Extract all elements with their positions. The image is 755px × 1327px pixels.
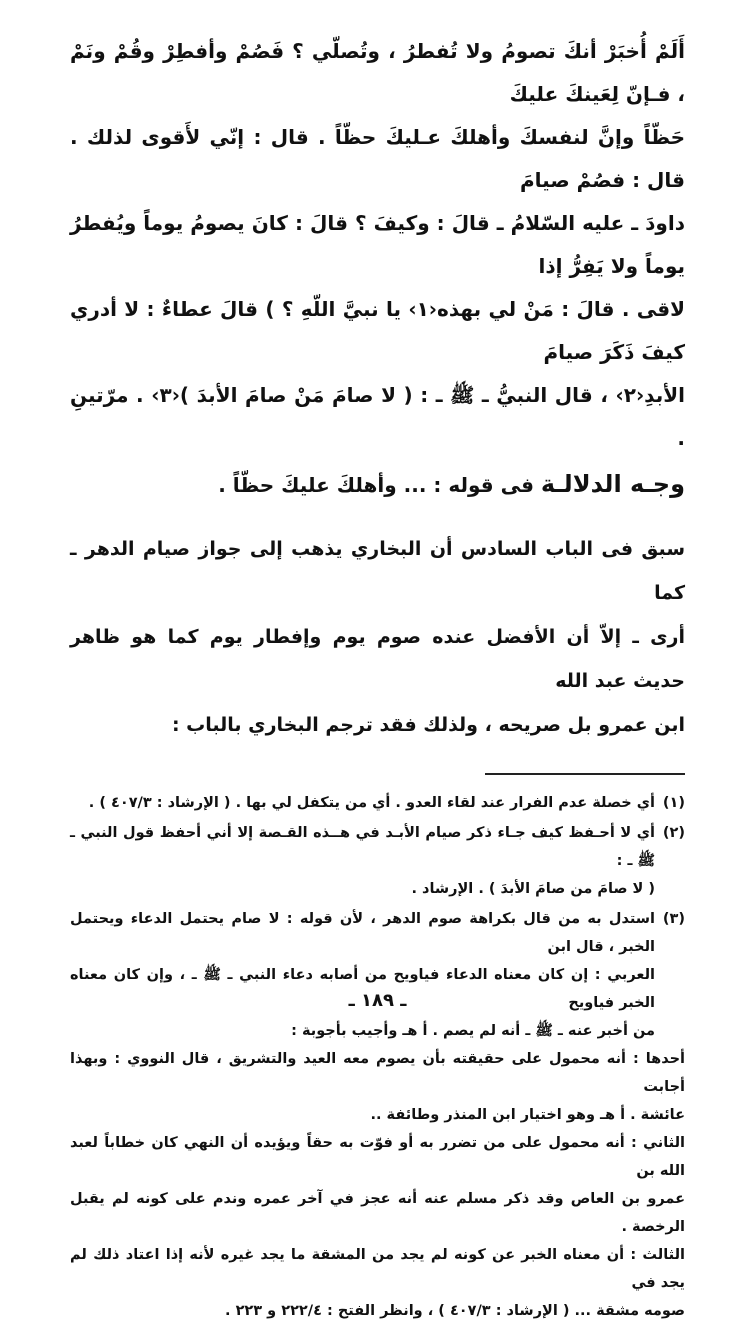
footnote-number: (٣) [662,911,685,927]
footnote-1 [70,789,685,817]
footnote-separator [485,773,685,775]
footnote-number: (٢) [662,825,685,841]
footnote-2 [70,819,685,903]
hadith-text [70,30,685,460]
footnote-number: (١) [662,795,685,811]
hadith-line: لاقى . قالَ : مَنْ لي بهذه‹١› يا نبيَّ اللّهِ ؟ ) قالَ عطاءٌ : لا أدري كيفَ ذَكَرَ صيامَ [70,297,685,364]
footnote-3 [70,905,685,1325]
evidence-point [70,464,685,505]
footnote-line: عائشة . أ هـ وهو اختيار ابن المنذر وطائفة .. [370,1107,685,1123]
footnote-line: العربي : إن كان معناه الدعاء فياويح من أصابه دعاء النبي ـ ﷺ ـ ، وإن كان معناه الخبر فياويح [70,967,655,1011]
page-number: ـ ١٨٩ ـ [348,990,407,1011]
hadith-line: الأبدِ‹٢› ، قال النبيُّ ـ ﷺ ـ : ( لا صامَ مَنْ صامَ الأبدَ )‹٣› . مرّتينِ . [70,383,685,450]
commentary-line: أرى ـ إلاّ أن الأفضل عنده صوم يوم وإفطار يوم كما هو ظاهر حديث عبد الله [70,626,685,692]
footnote-line: أحدها : أنه محمول على حقيقته بأن يصوم معه العيد والتشريق ، قال النووي : وبهذا أجابت [70,1051,685,1095]
footnotes [70,789,685,1325]
commentary-line: ابن عمرو بل صريحه ، ولذلك فقد ترجم البخاري بالباب : [171,714,685,736]
hadith-line: أَلَمْ أُخبَرْ أنكَ تصومُ ولا تُفطرُ ، وتُصلّي ؟ فَصُمْ وأفطِرْ وقُمْ ونَمْ ، فـإنّ لِعَينكَ عليكَ [70,39,685,106]
evidence-heading: وجـه الدلالـة [540,470,685,498]
footnote-line: صومه مشقة ... ( الإرشاد : ٤٠٧/٣ ) ، وانظر الفتح : ٢٢٢/٤ و ٢٢٣ . [225,1303,685,1319]
footnote-line: الثاني : أنه محمول على من تضرر به أو فوّت به حقاً ويؤيده أن النهي كان خطاباً لعبد الله بن [70,1135,685,1179]
footnote-line: ( لا صامَ من صامَ الأبدَ ) . الإرشاد . [411,881,655,897]
footnote-line: عمرو بن العاص وقد ذكر مسلم عنه أنه عجز في آخر عمره وندم على كونه لم يقبل الرخصة . [70,1191,685,1235]
evidence-text: فى قوله : ... وأهلكَ عليكَ حظّاً . [218,473,534,497]
hadith-line: حَظّاً وإنَّ لنفسكَ وأهلكَ عـليكَ حظّاً . قال : إنّي لأَقوى لذلك . قال : فصُمْ صيامَ [70,125,685,192]
commentary-line: سبق فى الباب السادس أن البخاري يذهب إلى جواز صيام الدهر ـ كما [70,538,685,604]
hadith-line: داودَ ـ عليه السّلامُ ـ قالَ : وكيفَ ؟ قالَ : كانَ يصومُ يوماً ويُفطرُ يوماً ولا يَفِرُّ إذا [70,211,685,278]
footnote-line: استدل به من قال بكراهة صوم الدهر ، لأن قوله : لا صام يحتمل الدعاء ويحتمل الخبر ، قال ابن [70,911,655,955]
footnote-line: أي لا أحـفظ كيف جـاء ذكر صيام الأبـد في هــذه القـصة إلا أني أحفظ قول النبي ـ ﷺ ـ : [70,825,655,869]
commentary-paragraph [70,527,685,747]
footnote-line: أي خصلة عدم الفرار عند لقاء العدو . أي من يتكفل لي بها . ( الإرشاد : ٤٠٧/٣ ) . [88,795,655,811]
footnote-line: من أخبر عنه ـ ﷺ ـ أنه لم يصم . أ هـ وأجيب بأجوبة : [291,1023,655,1039]
footnote-line: الثالث : أن معناه الخبر عن كونه لم يجد من المشقة ما يجد غيره لأنه إذا اعتاد ذلك لم يجد في [70,1247,685,1291]
book-page [70,30,685,1327]
